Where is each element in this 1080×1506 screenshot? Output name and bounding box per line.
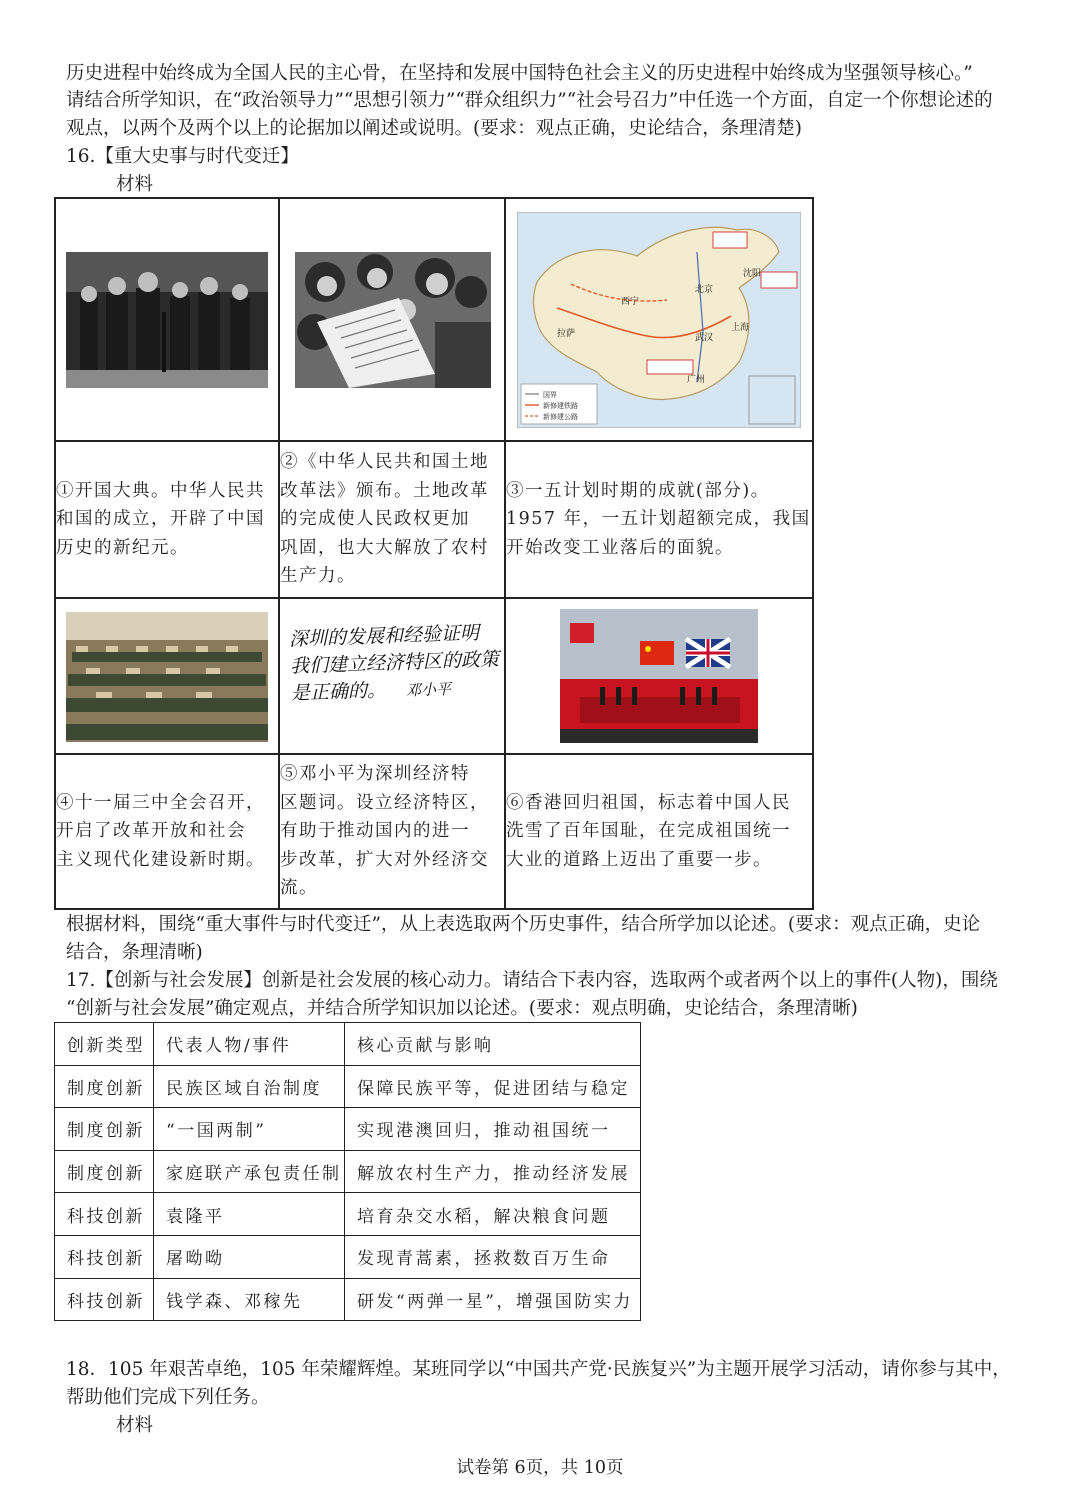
image-cell-calligraphy [279,598,505,754]
table-header-row [55,1023,641,1066]
table-cell: 制度创新 [55,1065,154,1108]
q16-question-line: 根据材料，围绕“重大事件与时代变迁”，从上表选取两个历史事件，结合所学加以论述。(要求：观点正确，史论 [66,914,981,935]
caption-cell-3 [505,441,813,598]
map-label-shanghai: 上海 [731,323,750,333]
caption-cell-6 [505,754,813,909]
material-label: 材料 [116,1415,154,1436]
caption-line: 流。 [280,878,318,899]
text-line: 请结合所学知识，在“政治领导力”“思想引领力”“群众组织力”“社会号召力”中任选一个方面，自定一个你想论述的 [66,90,993,111]
caption-cell-2 [279,441,505,598]
table-cell: 保障民族平等，促进团结与稳定 [345,1065,641,1108]
hk-flag [570,623,594,643]
table-cell: 培育杂交水稻，解决粮食问题 [345,1193,641,1236]
table-cell: 家庭联产承包责任制 [154,1150,345,1193]
caption-line: ④十一届三中全会召开， [56,792,265,813]
page-footer: 试卷第 6页，共 10页 [456,1458,624,1478]
map-label-shenyang: 沈阳 [743,269,762,279]
hk-handover-photo [560,609,758,743]
image-cell-five-year-plan-map [505,198,813,441]
caption-line: 的完成使人民政权更加 [280,509,470,530]
table-cell: 科技创新 [55,1193,154,1236]
table-cell: 科技创新 [55,1235,154,1278]
caption-line: 开始改变工业落后的面貌。 [506,537,734,558]
caption-line: 历史的新纪元。 [56,537,189,558]
map-label-guangzhou: 广州 [687,375,706,385]
china-flag [640,641,674,665]
map-legend-border: 国界 [543,391,557,399]
china-map [517,212,801,428]
caption-line: 和国的成立，开辟了中国 [56,509,265,530]
caption-line: ①开国大典。中华人民共 [56,480,265,501]
table-cell: 制度创新 [55,1150,154,1193]
table-cell: 实现港澳回归，推动祖国统一 [345,1108,641,1151]
map-legend-road: 新修建公路 [543,413,578,421]
caption-line: 巩固，也大大解放了农村 [280,537,489,558]
third-plenum-photo [66,612,268,742]
caption-line: ⑤邓小平为深圳经济特 [280,764,470,785]
map-label-beijing: 北京 [695,285,714,295]
caption-cell-4 [55,754,279,909]
q16-question-line: 结合，条理清晰) [66,942,203,963]
question-18-text: 18．105 年艰苦卓绝，105 年荣耀辉煌。某班同学以“中国共产党·民族复兴”为主题开展学习活动，请你参与其中， [66,1359,1011,1380]
table-cell: 钱学森、邓稼先 [154,1278,345,1321]
table-cell: “一国两制” [154,1108,345,1151]
caption-line: 有助于推动国内的进一 [280,821,470,842]
table-row [55,1193,641,1236]
image-cell-land-reform [279,198,505,441]
map-label-wuhan: 武汉 [695,333,714,343]
image-cell-founding-ceremony [55,198,279,441]
image-cell-hk-handover [505,598,813,754]
caption-line: 改革法》颁布。土地改革 [280,480,489,501]
table-row [55,1278,641,1321]
caption-line: ②《中华人民共和国土地 [280,452,489,473]
map-label-lhasa: 拉萨 [557,329,576,339]
map-legend-railway: 新修建铁路 [543,402,578,410]
caption-line: 区题词。设立经济特区， [280,792,489,813]
table-row [55,1065,641,1108]
table-cell: 解放农村生产力，推动经济发展 [345,1150,641,1193]
caption-line: 生产力。 [280,566,356,587]
question-17-text: 17.【创新与社会发展】创新是社会发展的核心动力。请结合下表内容，选取两个或者两个以上的事件(人物)，围绕 [66,970,998,991]
table-cell: 研发“两弹一星”，增强国防实力 [345,1278,641,1321]
founding-ceremony-photo [66,252,268,388]
calligraphy-signature: 邓小平 [405,679,452,700]
caption-line: 1957 年，一五计划超额完成，我国 [506,509,811,530]
table-header: 创新类型 [55,1023,154,1066]
map-label-xining: 西宁 [621,297,640,307]
text-line: 观点，以两个及两个以上的论据加以阐述或说明。(要求：观点正确，史论结合，条理清楚) [66,118,802,139]
deng-calligraphy: 深圳的发展和经验证明 我们建立经济特区的政策 是正确的。 邓小平 [288,621,500,705]
table-header: 代表人物/事件 [154,1023,345,1066]
question-16-title: 16.【重大史事与时代变迁】 [66,146,299,167]
table-header: 核心贡献与影响 [345,1023,641,1066]
question-18-text: 帮助他们完成下列任务。 [66,1387,270,1408]
material-label: 材料 [116,174,154,195]
table-row [55,1108,641,1151]
table-cell: 袁隆平 [154,1193,345,1236]
caption-line: 主义现代化建设新时期。 [56,849,265,870]
table-cell: 制度创新 [55,1108,154,1151]
land-reform-photo [295,252,491,388]
caption-cell-5 [279,754,505,909]
caption-line: ⑥香港回归祖国，标志着中国人民 [506,792,791,813]
question-17-text: “创新与社会发展”确定观点，并结合所学知识加以论述。(要求：观点明确，史论结合，条理清晰) [66,998,858,1019]
table-row [55,1150,641,1193]
caption-line: 开启了改革开放和社会 [56,821,246,842]
text-line: 历史进程中始终成为全国人民的主心骨，在坚持和发展中国特色社会主义的历史进程中始终成为坚强领导核心。” [66,63,973,84]
table-cell: 发现青蒿素，拯救数百万生命 [345,1235,641,1278]
caption-cell-1 [55,441,279,598]
table-cell: 科技创新 [55,1278,154,1321]
caption-line: 洗雪了百年国耻，在完成祖国统一 [506,821,791,842]
caption-line: 大业的道路上迈出了重要一步。 [506,849,772,870]
caption-line: 步改革，扩大对外经济交 [280,849,489,870]
image-cell-third-plenum [55,598,279,754]
table-cell: 屠呦呦 [154,1235,345,1278]
uk-flag [686,639,730,667]
innovation-table [54,1022,641,1321]
table-cell: 民族区域自治制度 [154,1065,345,1108]
history-events-table [54,197,814,910]
caption-line: ③一五计划时期的成就(部分)。 [506,480,770,501]
table-row [55,1235,641,1278]
